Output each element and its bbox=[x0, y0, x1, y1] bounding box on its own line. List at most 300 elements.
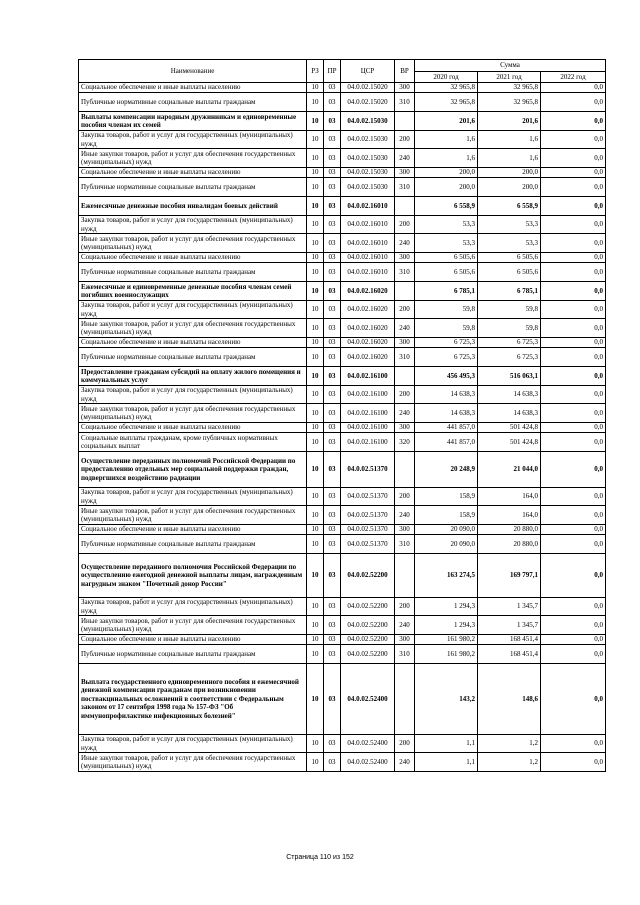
table-row bbox=[79, 83, 606, 93]
table-row bbox=[79, 535, 606, 554]
row-csr: 04.0.02.16020 bbox=[341, 338, 395, 348]
row-sum-2021: 1 345,7 bbox=[478, 616, 541, 635]
header-name: Наименование bbox=[79, 60, 307, 83]
row-pr: 03 bbox=[324, 554, 341, 598]
table-row bbox=[79, 149, 606, 168]
row-vr: 310 bbox=[395, 263, 415, 282]
row-pr: 03 bbox=[324, 488, 341, 506]
row-rz: 10 bbox=[307, 598, 324, 616]
row-sum-2022: 0,0 bbox=[541, 433, 606, 452]
row-sum-2021: 6 725,3 bbox=[478, 338, 541, 348]
table-row bbox=[79, 506, 606, 525]
row-vr bbox=[395, 112, 415, 131]
row-csr: 04.0.02.52200 bbox=[341, 616, 395, 635]
row-csr: 04.0.02.16100 bbox=[341, 433, 395, 452]
row-sum-2022: 0,0 bbox=[541, 386, 606, 404]
row-pr: 03 bbox=[324, 348, 341, 367]
row-sum-2020: 14 638,3 bbox=[415, 404, 478, 423]
row-csr: 04.0.02.15030 bbox=[341, 112, 395, 131]
row-vr: 310 bbox=[395, 348, 415, 367]
row-vr: 240 bbox=[395, 404, 415, 423]
table-row bbox=[79, 93, 606, 112]
row-sum-2022: 0,0 bbox=[541, 338, 606, 348]
table-row bbox=[79, 404, 606, 423]
row-rz: 10 bbox=[307, 616, 324, 635]
row-vr: 200 bbox=[395, 216, 415, 234]
row-pr: 03 bbox=[324, 263, 341, 282]
row-sum-2020: 143,2 bbox=[415, 664, 478, 735]
row-pr: 03 bbox=[324, 216, 341, 234]
row-pr: 03 bbox=[324, 535, 341, 554]
row-pr: 03 bbox=[324, 635, 341, 645]
row-sum-2021: 32 965,8 bbox=[478, 93, 541, 112]
row-sum-2022: 0,0 bbox=[541, 735, 606, 753]
table-row bbox=[79, 635, 606, 645]
row-vr: 310 bbox=[395, 178, 415, 197]
row-csr: 04.0.02.16020 bbox=[341, 348, 395, 367]
row-vr bbox=[395, 282, 415, 301]
row-vr: 240 bbox=[395, 753, 415, 772]
row-sum-2021: 59,8 bbox=[478, 319, 541, 338]
row-csr: 04.0.02.15030 bbox=[341, 149, 395, 168]
row-csr: 04.0.02.16100 bbox=[341, 423, 395, 433]
row-rz: 10 bbox=[307, 216, 324, 234]
row-rz: 10 bbox=[307, 404, 324, 423]
row-sum-2020: 456 495,3 bbox=[415, 367, 478, 386]
header-sum: Сумма bbox=[415, 60, 606, 72]
row-rz: 10 bbox=[307, 234, 324, 253]
row-name: Закупка товаров, работ и услуг для государственных (муниципальных) нужд bbox=[79, 735, 307, 753]
row-name: Социальное обеспечение и иные выплаты населению bbox=[79, 525, 307, 535]
row-vr: 300 bbox=[395, 253, 415, 263]
row-sum-2021: 168 451,4 bbox=[478, 645, 541, 664]
row-rz: 10 bbox=[307, 301, 324, 319]
row-csr: 04.0.02.52200 bbox=[341, 554, 395, 598]
table-row bbox=[79, 282, 606, 301]
row-vr bbox=[395, 197, 415, 216]
row-name: Иные закупки товаров, работ и услуг для обеспечения государственных (муниципальных) нужд bbox=[79, 753, 307, 772]
table-row bbox=[79, 488, 606, 506]
row-sum-2022: 0,0 bbox=[541, 112, 606, 131]
row-name: Закупка товаров, работ и услуг для государственных (муниципальных) нужд bbox=[79, 598, 307, 616]
row-name: Закупка товаров, работ и услуг для государственных (муниципальных) нужд bbox=[79, 301, 307, 319]
row-sum-2022: 0,0 bbox=[541, 83, 606, 93]
row-sum-2022: 0,0 bbox=[541, 216, 606, 234]
row-sum-2021: 6 505,6 bbox=[478, 263, 541, 282]
row-sum-2022: 0,0 bbox=[541, 93, 606, 112]
row-sum-2021: 53,3 bbox=[478, 234, 541, 253]
row-rz: 10 bbox=[307, 263, 324, 282]
row-vr: 200 bbox=[395, 598, 415, 616]
row-sum-2021: 164,0 bbox=[478, 488, 541, 506]
row-sum-2021: 501 424,8 bbox=[478, 433, 541, 452]
row-sum-2020: 158,9 bbox=[415, 488, 478, 506]
row-sum-2021: 21 044,0 bbox=[478, 452, 541, 488]
row-sum-2020: 1,1 bbox=[415, 753, 478, 772]
table-row bbox=[79, 664, 606, 735]
row-rz: 10 bbox=[307, 282, 324, 301]
row-sum-2020: 441 857,0 bbox=[415, 423, 478, 433]
row-sum-2021: 1 345,7 bbox=[478, 598, 541, 616]
row-vr bbox=[395, 367, 415, 386]
header-row bbox=[79, 60, 606, 72]
row-rz: 10 bbox=[307, 635, 324, 645]
table-row bbox=[79, 452, 606, 488]
row-vr bbox=[395, 664, 415, 735]
row-name: Публичные нормативные социальные выплаты гражданам bbox=[79, 178, 307, 197]
row-sum-2021: 164,0 bbox=[478, 506, 541, 525]
table-row bbox=[79, 645, 606, 664]
row-name: Закупка товаров, работ и услуг для государственных (муниципальных) нужд bbox=[79, 386, 307, 404]
row-sum-2021: 1,6 bbox=[478, 149, 541, 168]
row-sum-2020: 59,8 bbox=[415, 319, 478, 338]
row-sum-2022: 0,0 bbox=[541, 525, 606, 535]
row-sum-2022: 0,0 bbox=[541, 367, 606, 386]
row-name: Иные закупки товаров, работ и услуг для обеспечения государственных (муниципальных) нужд bbox=[79, 234, 307, 253]
row-sum-2021: 14 638,3 bbox=[478, 404, 541, 423]
row-sum-2022: 0,0 bbox=[541, 554, 606, 598]
row-sum-2022: 0,0 bbox=[541, 348, 606, 367]
row-vr: 200 bbox=[395, 488, 415, 506]
table-row bbox=[79, 598, 606, 616]
row-pr: 03 bbox=[324, 282, 341, 301]
row-rz: 10 bbox=[307, 83, 324, 93]
row-sum-2022: 0,0 bbox=[541, 452, 606, 488]
row-pr: 03 bbox=[324, 367, 341, 386]
row-sum-2021: 32 965,8 bbox=[478, 83, 541, 93]
row-csr: 04.0.02.16010 bbox=[341, 253, 395, 263]
row-sum-2020: 6 725,3 bbox=[415, 338, 478, 348]
row-sum-2020: 6 505,6 bbox=[415, 263, 478, 282]
row-sum-2022: 0,0 bbox=[541, 423, 606, 433]
row-sum-2020: 20 090,0 bbox=[415, 535, 478, 554]
row-name: Закупка товаров, работ и услуг для государственных (муниципальных) нужд bbox=[79, 488, 307, 506]
row-csr: 04.0.02.16100 bbox=[341, 404, 395, 423]
row-name: Выплаты компенсации народным дружинникам и единовременные пособия членам их семей bbox=[79, 112, 307, 131]
row-csr: 04.0.02.52200 bbox=[341, 598, 395, 616]
row-name: Социальное обеспечение и иные выплаты населению bbox=[79, 338, 307, 348]
row-sum-2020: 1 294,3 bbox=[415, 598, 478, 616]
header-year-2022: 2022 год bbox=[541, 72, 606, 83]
row-sum-2022: 0,0 bbox=[541, 149, 606, 168]
row-sum-2022: 0,0 bbox=[541, 319, 606, 338]
header-rz: РЗ bbox=[307, 60, 324, 83]
row-sum-2021: 14 638,3 bbox=[478, 386, 541, 404]
row-csr: 04.0.02.16020 bbox=[341, 301, 395, 319]
row-vr: 240 bbox=[395, 506, 415, 525]
row-sum-2021: 59,8 bbox=[478, 301, 541, 319]
row-csr: 04.0.02.51370 bbox=[341, 506, 395, 525]
row-vr: 300 bbox=[395, 338, 415, 348]
row-rz: 10 bbox=[307, 178, 324, 197]
row-rz: 10 bbox=[307, 535, 324, 554]
row-sum-2022: 0,0 bbox=[541, 753, 606, 772]
row-rz: 10 bbox=[307, 348, 324, 367]
row-csr: 04.0.02.16100 bbox=[341, 386, 395, 404]
row-sum-2022: 0,0 bbox=[541, 664, 606, 735]
row-csr: 04.0.02.51370 bbox=[341, 488, 395, 506]
row-rz: 10 bbox=[307, 506, 324, 525]
row-sum-2020: 6 725,3 bbox=[415, 348, 478, 367]
budget-table bbox=[78, 59, 606, 772]
row-name: Выплата государственного единовременного пособия и ежемесячной денежной компенсации гражданам при возникновении поствакцинальных осложнений в соответствии с Федеральным законом от 17 сентября 1998 года № 157-ФЗ "Об иммунопрофилактике инфекционных болезней" bbox=[79, 664, 307, 735]
row-rz: 10 bbox=[307, 554, 324, 598]
row-sum-2021: 20 880,0 bbox=[478, 525, 541, 535]
row-sum-2020: 6 785,1 bbox=[415, 282, 478, 301]
row-sum-2020: 1,1 bbox=[415, 735, 478, 753]
row-rz: 10 bbox=[307, 433, 324, 452]
row-pr: 03 bbox=[324, 404, 341, 423]
row-sum-2021: 200,0 bbox=[478, 168, 541, 178]
row-rz: 10 bbox=[307, 338, 324, 348]
row-sum-2020: 161 980,2 bbox=[415, 635, 478, 645]
row-name: Иные закупки товаров, работ и услуг для обеспечения государственных (муниципальных) нужд bbox=[79, 149, 307, 168]
row-pr: 03 bbox=[324, 525, 341, 535]
row-sum-2020: 1,6 bbox=[415, 149, 478, 168]
row-vr: 240 bbox=[395, 149, 415, 168]
row-rz: 10 bbox=[307, 112, 324, 131]
table-row bbox=[79, 423, 606, 433]
row-sum-2020: 6 558,9 bbox=[415, 197, 478, 216]
row-name: Публичные нормативные социальные выплаты гражданам bbox=[79, 93, 307, 112]
row-rz: 10 bbox=[307, 367, 324, 386]
row-csr: 04.0.02.51370 bbox=[341, 525, 395, 535]
row-sum-2021: 20 880,0 bbox=[478, 535, 541, 554]
table-row bbox=[79, 301, 606, 319]
row-sum-2022: 0,0 bbox=[541, 598, 606, 616]
row-pr: 03 bbox=[324, 386, 341, 404]
row-name: Предоставление гражданам субсидий на оплату жилого помещения и коммунальных услуг bbox=[79, 367, 307, 386]
row-sum-2021: 6 505,6 bbox=[478, 253, 541, 263]
row-vr bbox=[395, 554, 415, 598]
row-sum-2022: 0,0 bbox=[541, 635, 606, 645]
row-name: Социальное обеспечение и иные выплаты населению bbox=[79, 83, 307, 93]
row-rz: 10 bbox=[307, 488, 324, 506]
row-name: Закупка товаров, работ и услуг для государственных (муниципальных) нужд bbox=[79, 216, 307, 234]
row-sum-2020: 53,3 bbox=[415, 234, 478, 253]
row-vr: 310 bbox=[395, 93, 415, 112]
row-rz: 10 bbox=[307, 753, 324, 772]
row-vr: 300 bbox=[395, 423, 415, 433]
row-csr: 04.0.02.15030 bbox=[341, 168, 395, 178]
row-rz: 10 bbox=[307, 645, 324, 664]
row-sum-2021: 1,2 bbox=[478, 753, 541, 772]
row-sum-2022: 0,0 bbox=[541, 197, 606, 216]
row-vr: 240 bbox=[395, 319, 415, 338]
row-name: Осуществление переданного полномочия Российской Федерации по осуществлению ежегодной денежной выплаты лицам, награжденным нагрудным знаком "Почетный донор России" bbox=[79, 554, 307, 598]
row-sum-2021: 516 063,1 bbox=[478, 367, 541, 386]
row-name: Публичные нормативные социальные выплаты гражданам bbox=[79, 348, 307, 367]
row-name: Социальное обеспечение и иные выплаты населению bbox=[79, 423, 307, 433]
row-csr: 04.0.02.16020 bbox=[341, 282, 395, 301]
table-row bbox=[79, 319, 606, 338]
row-csr: 04.0.02.15030 bbox=[341, 131, 395, 149]
row-sum-2020: 158,9 bbox=[415, 506, 478, 525]
table-row bbox=[79, 197, 606, 216]
row-sum-2021: 169 797,1 bbox=[478, 554, 541, 598]
row-name: Ежемесячные и единовременные денежные пособия членам семей погибших военнослужащих bbox=[79, 282, 307, 301]
row-pr: 03 bbox=[324, 338, 341, 348]
row-pr: 03 bbox=[324, 506, 341, 525]
row-sum-2020: 59,8 bbox=[415, 301, 478, 319]
row-rz: 10 bbox=[307, 452, 324, 488]
table-row bbox=[79, 525, 606, 535]
row-vr: 320 bbox=[395, 433, 415, 452]
row-sum-2020: 200,0 bbox=[415, 168, 478, 178]
row-rz: 10 bbox=[307, 93, 324, 112]
row-sum-2022: 0,0 bbox=[541, 178, 606, 197]
row-vr: 200 bbox=[395, 735, 415, 753]
row-vr: 200 bbox=[395, 301, 415, 319]
table-row bbox=[79, 168, 606, 178]
row-sum-2020: 53,3 bbox=[415, 216, 478, 234]
row-sum-2020: 14 638,3 bbox=[415, 386, 478, 404]
row-csr: 04.0.02.15020 bbox=[341, 83, 395, 93]
row-sum-2021: 148,6 bbox=[478, 664, 541, 735]
row-pr: 03 bbox=[324, 253, 341, 263]
row-csr: 04.0.02.52200 bbox=[341, 645, 395, 664]
row-vr: 200 bbox=[395, 131, 415, 149]
row-csr: 04.0.02.52400 bbox=[341, 664, 395, 735]
row-sum-2022: 0,0 bbox=[541, 506, 606, 525]
row-name: Социальное обеспечение и иные выплаты населению bbox=[79, 168, 307, 178]
table-row bbox=[79, 178, 606, 197]
row-csr: 04.0.02.52200 bbox=[341, 635, 395, 645]
row-sum-2022: 0,0 bbox=[541, 263, 606, 282]
row-name: Социальные выплаты гражданам, кроме публичных нормативных социальных выплат bbox=[79, 433, 307, 452]
row-pr: 03 bbox=[324, 197, 341, 216]
table-row bbox=[79, 338, 606, 348]
row-pr: 03 bbox=[324, 598, 341, 616]
row-csr: 04.0.02.51370 bbox=[341, 452, 395, 488]
row-vr: 300 bbox=[395, 83, 415, 93]
table-row bbox=[79, 253, 606, 263]
row-pr: 03 bbox=[324, 616, 341, 635]
row-pr: 03 bbox=[324, 83, 341, 93]
row-name: Публичные нормативные социальные выплаты гражданам bbox=[79, 535, 307, 554]
row-sum-2022: 0,0 bbox=[541, 253, 606, 263]
row-rz: 10 bbox=[307, 664, 324, 735]
row-name: Иные закупки товаров, работ и услуг для обеспечения государственных (муниципальных) нужд bbox=[79, 404, 307, 423]
row-sum-2020: 6 505,6 bbox=[415, 253, 478, 263]
row-sum-2020: 20 248,9 bbox=[415, 452, 478, 488]
row-sum-2020: 200,0 bbox=[415, 178, 478, 197]
table-row bbox=[79, 216, 606, 234]
row-rz: 10 bbox=[307, 319, 324, 338]
row-pr: 03 bbox=[324, 93, 341, 112]
header-pr: ПР bbox=[324, 60, 341, 83]
table-row bbox=[79, 616, 606, 635]
row-pr: 03 bbox=[324, 319, 341, 338]
row-rz: 10 bbox=[307, 168, 324, 178]
row-pr: 03 bbox=[324, 423, 341, 433]
row-rz: 10 bbox=[307, 423, 324, 433]
row-name: Иные закупки товаров, работ и услуг для обеспечения государственных (муниципальных) нужд bbox=[79, 506, 307, 525]
row-name: Публичные нормативные социальные выплаты гражданам bbox=[79, 263, 307, 282]
table-row bbox=[79, 112, 606, 131]
row-name: Социальное обеспечение и иные выплаты населению bbox=[79, 635, 307, 645]
row-csr: 04.0.02.51370 bbox=[341, 535, 395, 554]
row-sum-2022: 0,0 bbox=[541, 234, 606, 253]
row-vr bbox=[395, 452, 415, 488]
row-sum-2022: 0,0 bbox=[541, 616, 606, 635]
row-rz: 10 bbox=[307, 525, 324, 535]
table-row bbox=[79, 753, 606, 772]
row-name: Ежемесячные денежные пособия инвалидам боевых действий bbox=[79, 197, 307, 216]
header-vr: ВР bbox=[395, 60, 415, 83]
row-sum-2021: 200,0 bbox=[478, 178, 541, 197]
row-name: Публичные нормативные социальные выплаты гражданам bbox=[79, 645, 307, 664]
row-rz: 10 bbox=[307, 149, 324, 168]
table-row bbox=[79, 433, 606, 452]
row-sum-2021: 1,2 bbox=[478, 735, 541, 753]
table-row bbox=[79, 735, 606, 753]
row-pr: 03 bbox=[324, 433, 341, 452]
row-sum-2022: 0,0 bbox=[541, 488, 606, 506]
header-year-2020: 2020 год bbox=[415, 72, 478, 83]
row-rz: 10 bbox=[307, 131, 324, 149]
row-sum-2020: 441 857,0 bbox=[415, 433, 478, 452]
row-rz: 10 bbox=[307, 253, 324, 263]
row-sum-2022: 0,0 bbox=[541, 535, 606, 554]
row-sum-2020: 1,6 bbox=[415, 131, 478, 149]
header-year-2021: 2021 год bbox=[478, 72, 541, 83]
row-sum-2020: 161 980,2 bbox=[415, 645, 478, 664]
row-sum-2020: 163 274,5 bbox=[415, 554, 478, 598]
row-pr: 03 bbox=[324, 301, 341, 319]
row-sum-2020: 32 965,8 bbox=[415, 83, 478, 93]
row-sum-2021: 53,3 bbox=[478, 216, 541, 234]
row-vr: 310 bbox=[395, 645, 415, 664]
row-rz: 10 bbox=[307, 386, 324, 404]
row-pr: 03 bbox=[324, 168, 341, 178]
table-row bbox=[79, 554, 606, 598]
row-sum-2022: 0,0 bbox=[541, 404, 606, 423]
row-pr: 03 bbox=[324, 645, 341, 664]
row-pr: 03 bbox=[324, 452, 341, 488]
row-csr: 04.0.02.15020 bbox=[341, 93, 395, 112]
row-csr: 04.0.02.16020 bbox=[341, 319, 395, 338]
row-sum-2020: 201,6 bbox=[415, 112, 478, 131]
row-sum-2021: 6 558,9 bbox=[478, 197, 541, 216]
row-csr: 04.0.02.16010 bbox=[341, 263, 395, 282]
header-csr: ЦСР bbox=[341, 60, 395, 83]
row-pr: 03 bbox=[324, 131, 341, 149]
row-sum-2022: 0,0 bbox=[541, 168, 606, 178]
row-vr: 240 bbox=[395, 234, 415, 253]
row-vr: 310 bbox=[395, 535, 415, 554]
row-sum-2020: 32 965,8 bbox=[415, 93, 478, 112]
row-sum-2021: 168 451,4 bbox=[478, 635, 541, 645]
table-row bbox=[79, 348, 606, 367]
row-csr: 04.0.02.16010 bbox=[341, 216, 395, 234]
row-sum-2022: 0,0 bbox=[541, 131, 606, 149]
row-pr: 03 bbox=[324, 735, 341, 753]
row-name: Иные закупки товаров, работ и услуг для обеспечения государственных (муниципальных) нужд bbox=[79, 319, 307, 338]
table-body bbox=[79, 83, 606, 772]
row-csr: 04.0.02.52400 bbox=[341, 735, 395, 753]
row-sum-2021: 6 725,3 bbox=[478, 348, 541, 367]
row-sum-2020: 1 294,3 bbox=[415, 616, 478, 635]
row-sum-2021: 501 424,8 bbox=[478, 423, 541, 433]
row-csr: 04.0.02.52400 bbox=[341, 753, 395, 772]
row-pr: 03 bbox=[324, 234, 341, 253]
row-sum-2021: 201,6 bbox=[478, 112, 541, 131]
row-pr: 03 bbox=[324, 753, 341, 772]
row-vr: 300 bbox=[395, 168, 415, 178]
row-vr: 300 bbox=[395, 635, 415, 645]
row-rz: 10 bbox=[307, 735, 324, 753]
